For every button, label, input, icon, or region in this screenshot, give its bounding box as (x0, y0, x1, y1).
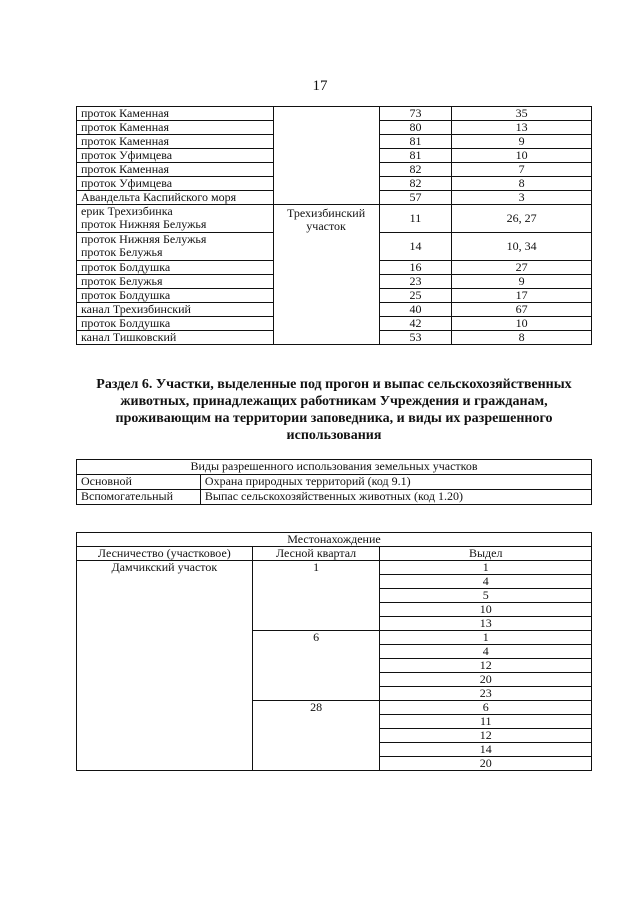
channel-name (77, 233, 274, 261)
table-row (77, 475, 592, 490)
channel-name: проток Каменная (77, 121, 274, 135)
location-table (76, 532, 592, 771)
area-label-line: Трехизбинский (287, 206, 366, 220)
plot-number: 3 (452, 191, 592, 205)
plot-number: 13 (380, 617, 592, 631)
plot-number: 12 (380, 729, 592, 743)
channel-name: проток Болдушка (77, 289, 274, 303)
use-description: Выпас сельскохозяйственных животных (код 1.20) (200, 490, 591, 505)
table-header: Местонахождение (77, 533, 592, 547)
channel-name: проток Каменная (77, 107, 274, 121)
channel-name: проток Белужья (77, 275, 274, 289)
section-title: Раздел 6. Участки, выделенные под прогон и выпас сельскохозяйственных животных, принадлежащих работникам Учреждения и гражданам, проживающим на территории заповедника, и виды их разрешенного использования (96, 377, 572, 443)
channel-name: проток Болдушка (77, 261, 274, 275)
plot-number: 8 (452, 331, 592, 345)
column-header: Лесничество (участковое) (77, 547, 253, 561)
plot-number: 11 (380, 715, 592, 729)
plot-number: 6 (380, 701, 592, 715)
channel-name: проток Уфимцева (77, 149, 274, 163)
channel-name (77, 205, 274, 233)
plot-number: 8 (452, 177, 592, 191)
quarter-number: 82 (379, 177, 452, 191)
quarter-number: 53 (379, 331, 452, 345)
plot-number: 9 (452, 275, 592, 289)
quarter-number: 14 (379, 233, 452, 261)
quarter-number: 6 (252, 631, 380, 701)
plot-number: 12 (380, 659, 592, 673)
table-row (77, 205, 592, 233)
quarter-number: 82 (379, 163, 452, 177)
table-header-row (77, 547, 592, 561)
channel-name: проток Каменная (77, 163, 274, 177)
plot-number: 26, 27 (452, 205, 592, 233)
plot-number: 10 (452, 149, 592, 163)
permitted-use-table (76, 459, 592, 505)
channel-name-line: проток Белужья (81, 245, 163, 259)
quarter-number: 81 (379, 135, 452, 149)
quarter-number: 28 (252, 701, 380, 771)
channel-name: Авандельта Каспийского моря (77, 191, 274, 205)
quarter-number: 57 (379, 191, 452, 205)
plot-number: 14 (380, 743, 592, 757)
plot-number: 4 (380, 645, 592, 659)
plot-number: 10 (380, 603, 592, 617)
plot-number: 9 (452, 135, 592, 149)
channel-name: проток Болдушка (77, 317, 274, 331)
plot-number: 67 (452, 303, 592, 317)
quarter-number: 23 (379, 275, 452, 289)
plot-number: 20 (380, 673, 592, 687)
quarter-number: 73 (379, 107, 452, 121)
channel-name: проток Каменная (77, 135, 274, 149)
table-header: Виды разрешенного использования земельных участков (77, 460, 592, 475)
plot-number: 4 (380, 575, 592, 589)
table-row (77, 490, 592, 505)
plot-number: 10 (452, 317, 592, 331)
channel-name: канал Трехизбинский (77, 303, 274, 317)
quarter-number: 1 (252, 561, 380, 631)
column-header: Выдел (380, 547, 592, 561)
quarter-number: 11 (379, 205, 452, 233)
channel-name-line: проток Нижняя Белужья (81, 217, 207, 231)
plot-number: 7 (452, 163, 592, 177)
plot-number: 27 (452, 261, 592, 275)
table-row (77, 561, 592, 575)
table-row (77, 107, 592, 121)
channels-table (76, 106, 592, 345)
area-label (273, 205, 379, 345)
quarter-number: 81 (379, 149, 452, 163)
quarter-number: 40 (379, 303, 452, 317)
quarter-number: 16 (379, 261, 452, 275)
table-header-row (77, 460, 592, 475)
quarter-number: 42 (379, 317, 452, 331)
plot-number: 13 (452, 121, 592, 135)
channel-name: проток Уфимцева (77, 177, 274, 191)
plot-number: 17 (452, 289, 592, 303)
table-header-row (77, 533, 592, 547)
plot-number: 1 (380, 561, 592, 575)
use-description: Охрана природных территорий (код 9.1) (200, 475, 591, 490)
channel-name-line: проток Нижняя Белужья (81, 232, 207, 246)
plot-number: 23 (380, 687, 592, 701)
forestry-name: Дамчикский участок (77, 561, 253, 771)
use-type: Основной (77, 475, 201, 490)
column-header: Лесной квартал (252, 547, 380, 561)
plot-number: 10, 34 (452, 233, 592, 261)
use-type: Вспомогательный (77, 490, 201, 505)
channel-name: канал Тишковский (77, 331, 274, 345)
page-number: 17 (312, 78, 328, 94)
plot-number: 5 (380, 589, 592, 603)
plot-number: 35 (452, 107, 592, 121)
plot-number: 20 (380, 757, 592, 771)
empty-cell (273, 107, 379, 205)
quarter-number: 25 (379, 289, 452, 303)
plot-number: 1 (380, 631, 592, 645)
area-label-line: участок (306, 219, 346, 233)
channel-name-line: ерик Трехизбинка (81, 204, 173, 218)
quarter-number: 80 (379, 121, 452, 135)
